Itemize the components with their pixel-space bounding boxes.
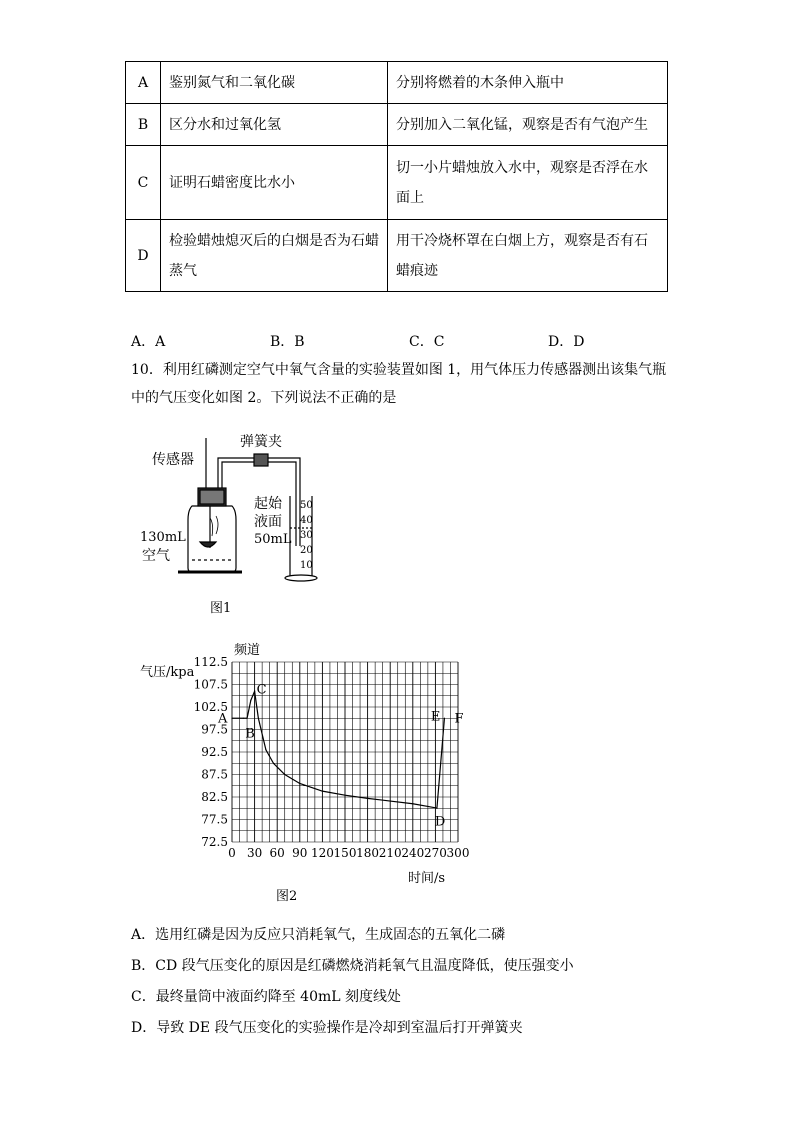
figure-2-caption: 图2 xyxy=(276,889,298,904)
data-point xyxy=(344,795,345,796)
y-tick-label: 82.5 xyxy=(201,790,228,804)
option-method: 用干冷烧杯罩在白烟上方，观察是否有石蜡痕迹 xyxy=(388,220,668,292)
data-point xyxy=(284,774,285,775)
choice-d[interactable]: D．D xyxy=(548,334,585,350)
data-point xyxy=(390,800,391,801)
scale-tick: 20 xyxy=(300,545,313,556)
start-level-1: 起始 xyxy=(254,496,282,512)
data-point xyxy=(299,783,300,784)
question-10-stem: 10．利用红磷测定空气中氧气含量的实验装置如图 1，用气体压力传感器测出该集气瓶中的气压变化如图 2。下列说法不正确的是 xyxy=(131,362,667,406)
data-point xyxy=(435,807,436,808)
y-tick-label: 87.5 xyxy=(201,767,228,782)
data-point xyxy=(436,808,437,809)
data-point xyxy=(246,718,247,719)
x-tick-label: 240 xyxy=(401,846,425,860)
option-label: B xyxy=(126,104,161,146)
point-label-e: E xyxy=(430,709,441,725)
y-tick-label: 97.5 xyxy=(201,722,228,737)
y-tick-label: 112.5 xyxy=(193,655,228,669)
data-point xyxy=(444,718,445,719)
data-point xyxy=(440,763,441,764)
y-tick-label: 72.5 xyxy=(201,835,228,849)
option-method: 分别加入二氧化锰，观察是否有气泡产生 xyxy=(388,104,668,146)
answer-b[interactable]: B．CD 段气压变化的原因是红磷燃烧消耗氧气且温度降低，使压强变小 xyxy=(131,958,574,974)
chart-point-labels xyxy=(217,682,463,829)
data-point xyxy=(367,798,368,799)
air-label: 空气 xyxy=(142,548,170,564)
option-label: A xyxy=(126,62,161,104)
x-tick-label: 180 xyxy=(356,846,380,860)
y-tick-label: 107.5 xyxy=(193,677,228,692)
data-point xyxy=(322,791,323,792)
data-point xyxy=(243,718,244,719)
scale-tick: 50 xyxy=(300,500,313,511)
option-item: 检验蜡烛熄灭后的白烟是否为石蜡蒸气 xyxy=(161,220,388,292)
x-tick-label: 210 xyxy=(378,846,402,860)
option-method: 分别将燃着的木条伸入瓶中 xyxy=(388,62,668,104)
x-tick-label: 0 xyxy=(228,846,236,860)
data-point xyxy=(273,763,274,764)
apparatus-drawing xyxy=(178,438,317,581)
options-table xyxy=(125,61,668,292)
x-tick-label: 150 xyxy=(333,846,357,860)
data-point xyxy=(254,691,255,692)
option-label: D xyxy=(126,220,161,292)
answer-d[interactable]: D．导致 DE 段气压变化的实验操作是冷却到室温后打开弹簧夹 xyxy=(131,1020,523,1036)
air-volume: 130mL xyxy=(140,530,186,545)
scale-tick: 10 xyxy=(300,560,313,571)
x-tick-label: 270 xyxy=(423,846,447,860)
option-item: 证明石蜡密度比水小 xyxy=(161,146,388,220)
y-tick-label: 92.5 xyxy=(201,745,228,759)
chart-xlabel: 时间/s xyxy=(408,871,446,886)
table-row xyxy=(126,62,668,104)
option-item: 鉴别氮气和二氧化碳 xyxy=(161,62,388,104)
option-label: C xyxy=(126,146,161,220)
answer-c[interactable]: C．最终量筒中液面约降至 40mL 刻度线处 xyxy=(131,989,401,1005)
x-tick-label: 120 xyxy=(310,846,334,860)
x-tick-label: 60 xyxy=(269,846,285,860)
table-row xyxy=(126,220,668,292)
option-item: 区分水和过氧化氢 xyxy=(161,104,388,146)
point-label-f: F xyxy=(454,711,464,727)
data-point xyxy=(231,718,232,719)
x-tick-label: 30 xyxy=(246,846,263,860)
x-tick-label: 300 xyxy=(446,846,470,860)
option-method: 切一小片蜡烛放入水中，观察是否浮在水面上 xyxy=(388,146,668,220)
figure-1-caption: 图1 xyxy=(210,601,232,616)
data-point xyxy=(412,803,413,804)
scale-tick: 30 xyxy=(300,530,313,541)
scale-tick: 40 xyxy=(300,515,313,526)
point-label-b: B xyxy=(245,726,255,742)
table-row xyxy=(126,104,668,146)
figure-1-apparatus xyxy=(130,428,370,628)
data-point xyxy=(258,718,259,719)
chart-ylabel: 气压/kpa xyxy=(140,665,195,680)
answer-a[interactable]: A．选用红磷是因为反应只消耗氧气，生成固态的五氧化二磷 xyxy=(131,927,506,943)
point-label-a: A xyxy=(218,711,228,727)
chart-title: 频道 xyxy=(234,643,261,658)
sensor-label: 传感器 xyxy=(152,452,194,468)
x-tick-label: 90 xyxy=(292,846,308,860)
start-level-2: 液面 xyxy=(254,514,282,530)
clip-label: 弹簧夹 xyxy=(240,434,282,450)
pressure-chart xyxy=(130,640,490,910)
choice-a[interactable]: A．A xyxy=(131,334,166,350)
data-point xyxy=(265,749,266,750)
data-point xyxy=(250,700,251,701)
point-label-c: C xyxy=(256,682,267,698)
data-point xyxy=(427,806,428,807)
table-row xyxy=(126,146,668,220)
choice-c[interactable]: C．C xyxy=(409,334,445,350)
start-level-3: 50mL xyxy=(254,532,292,547)
choice-b[interactable]: B．B xyxy=(270,334,305,350)
y-tick-label: 102.5 xyxy=(193,700,228,714)
y-tick-label: 77.5 xyxy=(201,812,228,827)
point-label-d: D xyxy=(434,814,446,830)
